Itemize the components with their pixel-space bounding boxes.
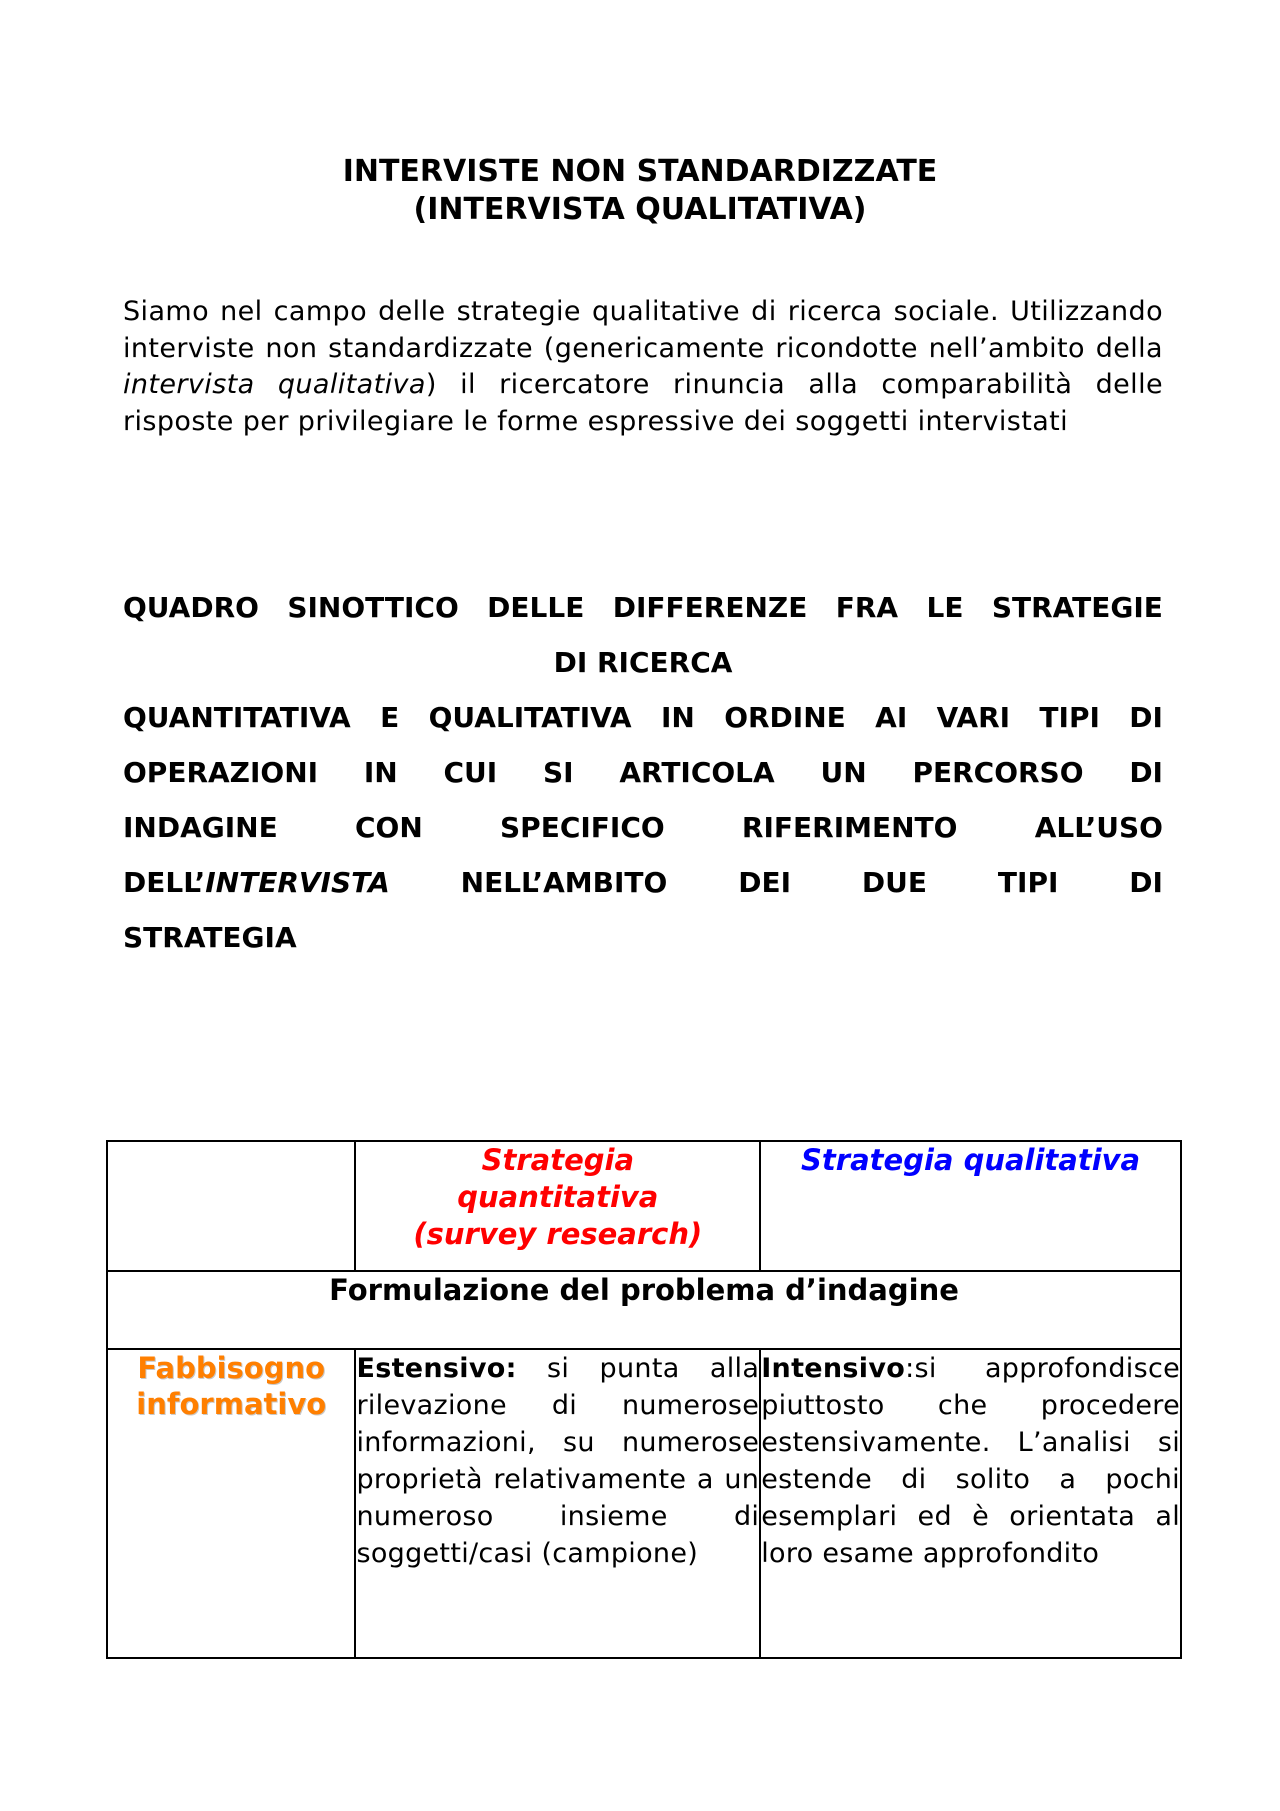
synoptic-word: RIFERIMENTO — [741, 811, 958, 844]
synoptic-word: E — [380, 701, 400, 734]
synoptic-word: TIPI — [1039, 701, 1100, 734]
synoptic-word: LE — [926, 591, 964, 624]
synoptic-word: PERCORSO — [912, 756, 1084, 789]
synoptic-word: STRATEGIE — [991, 591, 1163, 624]
cell-qualitative-keyword: Intensivo — [761, 1353, 906, 1384]
synoptic-word: DI — [1129, 756, 1163, 789]
header-quantitative-line-1: Strategia — [481, 1143, 635, 1177]
synoptic-word: DUE — [861, 866, 928, 899]
synoptic-word: CON — [354, 811, 423, 844]
intro-paragraph — [123, 294, 1163, 440]
document-title-line-2: (INTERVISTA QUALITATIVA) — [413, 192, 867, 227]
synoptic-line-7: STRATEGIA — [123, 921, 297, 954]
row-label-fabbisogno — [107, 1349, 355, 1658]
synoptic-line-1 — [123, 580, 1163, 635]
synoptic-word: ORDINE — [724, 701, 846, 734]
synoptic-word: OPERAZIONI — [123, 756, 319, 789]
synoptic-word: DI — [1129, 866, 1163, 899]
synoptic-line-5 — [123, 800, 1163, 855]
cell-quantitative-keyword: Estensivo: — [356, 1353, 517, 1384]
synoptic-word-prefix: DELL’ — [123, 866, 206, 899]
synoptic-word: FRA — [835, 591, 899, 624]
document-title-line-1: INTERVISTE NON STANDARDIZZATE — [342, 154, 938, 189]
synoptic-word: ALL’USO — [1034, 811, 1163, 844]
synoptic-word: DI — [1129, 701, 1163, 734]
synoptic-word: QUADRO — [123, 591, 259, 624]
intro-text-1: Siamo nel campo delle strategie qualitative di ricerca sociale. Utilizzando interviste non standardizzate (genericamente ricondotte nell’ambito della — [123, 296, 1163, 364]
header-quantitative-line-2: quantitativa — [457, 1180, 659, 1214]
synoptic-line-4 — [123, 745, 1163, 800]
header-quantitative — [355, 1141, 760, 1271]
table-section-row — [107, 1271, 1181, 1349]
synoptic-word: INDAGINE — [123, 811, 278, 844]
table-row — [107, 1349, 1181, 1658]
synoptic-word: DIFFERENZE — [612, 591, 808, 624]
synoptic-word: NELL’AMBITO — [460, 866, 668, 899]
synoptic-word: QUANTITATIVA — [123, 701, 351, 734]
synoptic-word: AI — [875, 701, 908, 734]
row-label-line-2: informativo — [136, 1387, 327, 1421]
header-qualitative — [760, 1141, 1181, 1271]
synoptic-word: SINOTTICO — [287, 591, 459, 624]
header-qualitative-label: Strategia qualitativa — [801, 1143, 1141, 1177]
synoptic-word: VARI — [936, 701, 1011, 734]
cell-quantitative — [355, 1349, 760, 1658]
cell-qualitative — [760, 1349, 1181, 1658]
section-title: Formulazione del problema d’indagine — [107, 1271, 1181, 1349]
synoptic-line-6 — [123, 855, 1163, 910]
synoptic-word: QUALITATIVA — [428, 701, 632, 734]
row-label-line-1: Fabbisogno — [137, 1351, 326, 1385]
cell-quantitative-text: si punta alla rilevazione di numerose informazioni, su numerose proprietà relativamente a un numeroso insieme di soggetti/casi (campione) — [356, 1353, 760, 1569]
synoptic-line-2: DI RICERCA — [553, 646, 733, 679]
synoptic-word: CUI — [443, 756, 498, 789]
synoptic-word: SI — [542, 756, 574, 789]
synoptic-word: SPECIFICO — [500, 811, 665, 844]
synoptic-word: DEI — [738, 866, 791, 899]
synoptic-line-3 — [123, 690, 1163, 745]
intro-text-2: ) il ricercatore rinuncia alla comparabilità delle risposte per privilegiare le forme espressive dei soggetti intervistati — [123, 369, 1163, 437]
header-quantitative-line-3: (survey research) — [413, 1217, 703, 1251]
cell-qualitative-text: :si approfondisce piuttosto che procedere estensivamente. L’analisi si estende di solito a pochi esemplari ed è orientata al loro esame approfondito — [761, 1353, 1180, 1569]
table-corner-cell — [107, 1141, 355, 1271]
intro-emphasis: intervista qualitativa — [123, 369, 426, 400]
synoptic-word: DELLE — [487, 591, 585, 624]
synoptic-word: IN — [363, 756, 398, 789]
synoptic-emphasis: INTERVISTA — [205, 866, 390, 899]
comparison-table — [106, 1140, 1182, 1659]
synoptic-word: IN — [660, 701, 695, 734]
synoptic-word: UN — [820, 756, 867, 789]
synoptic-word: TIPI — [997, 866, 1059, 899]
table-header-row — [107, 1141, 1181, 1271]
synoptic-word — [123, 855, 390, 910]
synoptic-word: ARTICOLA — [619, 756, 775, 789]
